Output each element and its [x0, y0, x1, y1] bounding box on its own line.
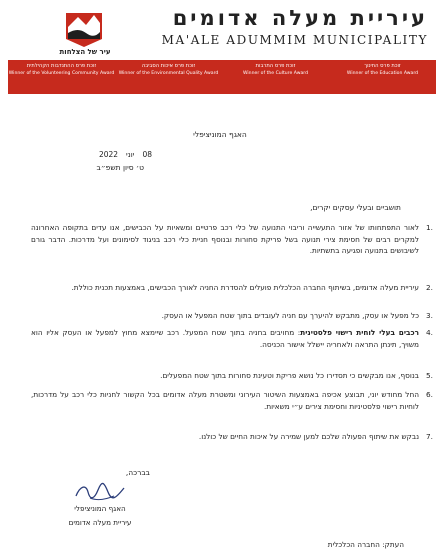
date-year: 2022 — [98, 150, 119, 159]
list-item: .4 רכבים בעלי לוחית רישוי פלסטינית: מחויבים בחניה בתוך שטח המפעל. רכב שיימצא מחוץ למפעל או העסק אליו הוא משויך, תינתן התראה ולאחריה יישלל אישור הכניסה. — [31, 328, 433, 349]
copy-to: העתק: החברה הכלכלית — [327, 540, 404, 549]
closing: בברכה, — [125, 468, 150, 477]
list-item: .3 כל מפעל או עסק, מתבקש להיערך עם חניה לעובדים בתוך שטח המפעל או העסק. — [161, 311, 433, 320]
org-name-english: MA'ALE ADUMMIM MUNICIPALITY — [161, 33, 428, 47]
award-culture: זוכת פרס התרבות Winner of the Culture Award — [242, 63, 309, 76]
signature — [70, 478, 130, 504]
list-item: .2 עיריית מעלה אדומים, בשיתוף החברה הכלכלית פועלים להסדרת החניה לאורך הכבישים, באמצעות תכנית כוללת. — [71, 283, 433, 292]
list-item: .7 נבקש את שיתוף הפעולה שלכם למען שמירה על איכות החיים של כולנו. — [198, 432, 433, 441]
bold-phrase: רכבים בעלי לוחית רישוי פלסטינית — [300, 328, 419, 337]
municipality-logo — [64, 5, 104, 49]
award-volunteering: זוכת פרס ההתנדבות הקהילתית Winner of the Volunteering Community Award — [8, 63, 115, 76]
list-item: .1 לאור התפתחותו של אזור התעשייה וריבוי התנועה של כלי רכב פרטיים ומשאיות על הכבישים, אנו עדים בתקופה האחרונה למקרים רבים של חסימת צירי תנועה בשל פריקת סחורות ובנוסף חניית כלי רכב בניגוד לסימונים ועל מדרכות. הדבר גורם לשיבושים בתנועה ופגיעה בתשתיות. — [31, 223, 433, 255]
letter-sender-header: האגף המוניציפלי — [193, 130, 247, 139]
letter-greeting: תושביים ובעלי עסקים יקרים, — [310, 203, 401, 212]
hebrew-date: ט׳ סיון תשפ״ב — [96, 163, 144, 172]
date-day: 08 — [142, 150, 152, 159]
letter-date — [91, 150, 152, 159]
list-item: .6 החל מחודש יוני, תבוצע אכיפה באמצעות השיטור העירוני ומשטרת מעלה אדומים בכל הקשור לחניות כלי רכב על מדרכות, לוחיות רישוי פלסטיניות וחסימת צירים ע״י משאיות. — [31, 390, 433, 411]
award-environment: זוכת פרס איכות הסביבה Winner of the Environmental Quality Award — [118, 63, 219, 76]
signer-organization: עיריית מעלה אדומים — [68, 518, 132, 527]
awards-banner — [8, 60, 436, 94]
org-name-hebrew: עיריית מעלה אדומים — [172, 6, 428, 30]
signer-title: האגף המוניציפלי — [74, 504, 126, 513]
list-item: .5 בנוסף, אנו מבקשים כי תסדירו כל נושא פריקת וטעינת סחורות בתוך שטח המפעלים. — [160, 371, 433, 380]
logo-caption: עיר של הצלחות — [59, 48, 111, 56]
date-month: יוני — [126, 150, 135, 159]
award-education: זוכת פרס החינוך Winner of the Education Award — [346, 63, 419, 76]
